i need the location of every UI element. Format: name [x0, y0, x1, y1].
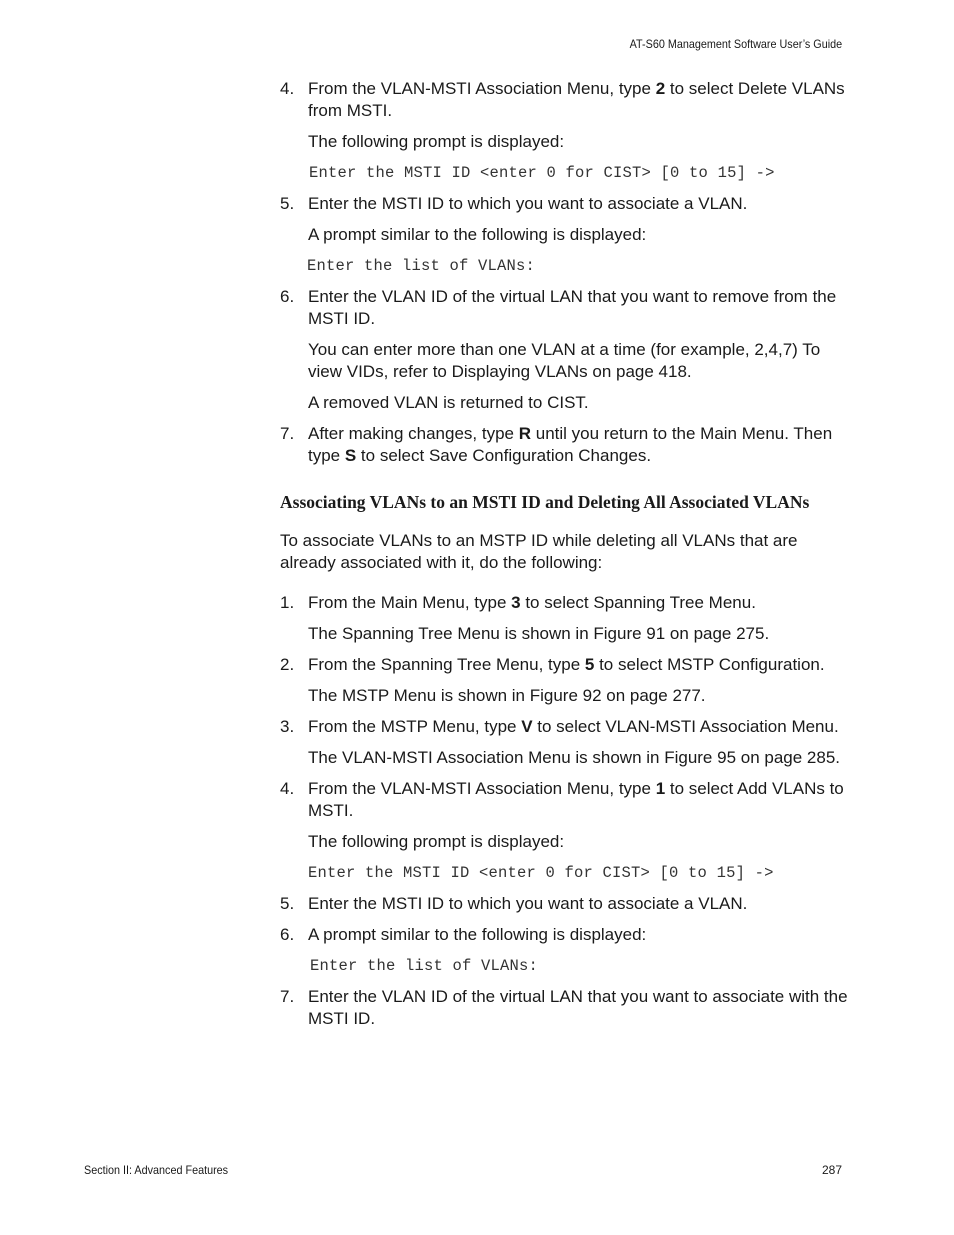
prompt-code: Enter the list of VLANs:	[310, 957, 539, 975]
step-note: The following prompt is displayed:	[308, 832, 565, 851]
step-3	[280, 716, 850, 738]
step-text: Enter the MSTI ID to which you want to associate a VLAN.	[308, 894, 748, 913]
prompt-code: Enter the MSTI ID <enter 0 for CIST> [0 to 15] ->	[309, 164, 775, 182]
step-note: A prompt similar to the following is displayed:	[308, 225, 647, 244]
step-text: From the Main Menu, type	[308, 593, 512, 612]
step-6	[280, 286, 850, 330]
step-number: 6.	[280, 287, 295, 306]
step-text: Enter the VLAN ID of the virtual LAN that you want to associate with the MSTI ID.	[308, 987, 848, 1028]
prompt-code: Enter the MSTI ID <enter 0 for CIST> [0 to 15] ->	[308, 864, 774, 882]
step-7	[280, 986, 850, 1030]
step-note: The following prompt is displayed:	[308, 132, 565, 151]
key-emphasis: 3	[511, 593, 521, 612]
step-note: The Spanning Tree Menu is shown in Figure 91 on page 275.	[308, 624, 770, 643]
step-7	[280, 423, 850, 467]
step-4-delete	[280, 78, 850, 122]
section-heading: Associating VLANs to an MSTI ID and Deleting All Associated VLANs	[280, 492, 810, 512]
step-number: 2.	[280, 655, 295, 674]
step-text: to select VLAN-MSTI Association Menu.	[532, 717, 839, 736]
step-number: 3.	[280, 717, 295, 736]
step-text: Enter the VLAN ID of the virtual LAN that you want to remove from the MSTI ID.	[308, 287, 837, 328]
step-text: to select MSTP Configuration.	[594, 655, 825, 674]
step-text: A prompt similar to the following is displayed:	[308, 925, 647, 944]
step-5	[280, 193, 850, 215]
key-emphasis: R	[518, 424, 532, 443]
step-number: 5.	[280, 894, 295, 913]
step-2	[280, 654, 850, 676]
step-note: The VLAN-MSTI Association Menu is shown in Figure 95 on page 285.	[308, 748, 841, 767]
step-text: After making changes, type	[308, 424, 519, 443]
step-text: to select Save Configuration Changes.	[356, 446, 652, 465]
page-body	[280, 78, 850, 1039]
step-text: to select Add VLANs to MSTI.	[308, 779, 844, 820]
step-1	[280, 592, 850, 614]
step-text: From the VLAN-MSTI Association Menu, type	[308, 779, 656, 798]
footer-section: Section II: Advanced Features	[84, 1163, 229, 1177]
step-text: From the MSTP Menu, type	[308, 717, 522, 736]
step-number: 7.	[280, 424, 295, 443]
step-number: 1.	[280, 593, 295, 612]
step-number: 4.	[280, 779, 295, 798]
step-note: A removed VLAN is returned to CIST.	[308, 393, 589, 412]
step-note: You can enter more than one VLAN at a time (for example, 2,4,7) To view VIDs, refer to Displaying VLANs on page 418.	[308, 340, 821, 381]
section-intro: To associate VLANs to an MSTP ID while deleting all VLANs that are already associated with it, do the following:	[280, 531, 798, 572]
step-number: 6.	[280, 925, 295, 944]
step-text: From the Spanning Tree Menu, type	[308, 655, 585, 674]
step-text: to select Spanning Tree Menu.	[520, 593, 756, 612]
step-4-add	[280, 778, 850, 822]
step-text: Enter the MSTI ID to which you want to associate a VLAN.	[308, 194, 748, 213]
step-text: to select Delete VLANs from MSTI.	[308, 79, 845, 120]
step-text: From the VLAN-MSTI Association Menu, type	[308, 79, 656, 98]
key-emphasis: V	[521, 717, 533, 736]
key-emphasis: 5	[584, 655, 595, 674]
page-number: 287	[821, 1163, 842, 1177]
step-number: 5.	[280, 194, 295, 213]
step-number: 7.	[280, 987, 295, 1006]
step-number: 4.	[280, 79, 295, 98]
step-note: The MSTP Menu is shown in Figure 92 on page 277.	[308, 686, 706, 705]
running-header: AT-S60 Management Software User’s Guide	[629, 37, 842, 51]
key-emphasis: 1	[655, 779, 666, 798]
prompt-code: Enter the list of VLANs:	[307, 257, 536, 275]
step-text: until you return to the Main Menu. Then type	[308, 424, 833, 465]
key-emphasis: S	[344, 446, 357, 465]
key-emphasis: 2	[655, 79, 666, 98]
step-5	[280, 893, 850, 915]
step-6	[280, 924, 850, 946]
